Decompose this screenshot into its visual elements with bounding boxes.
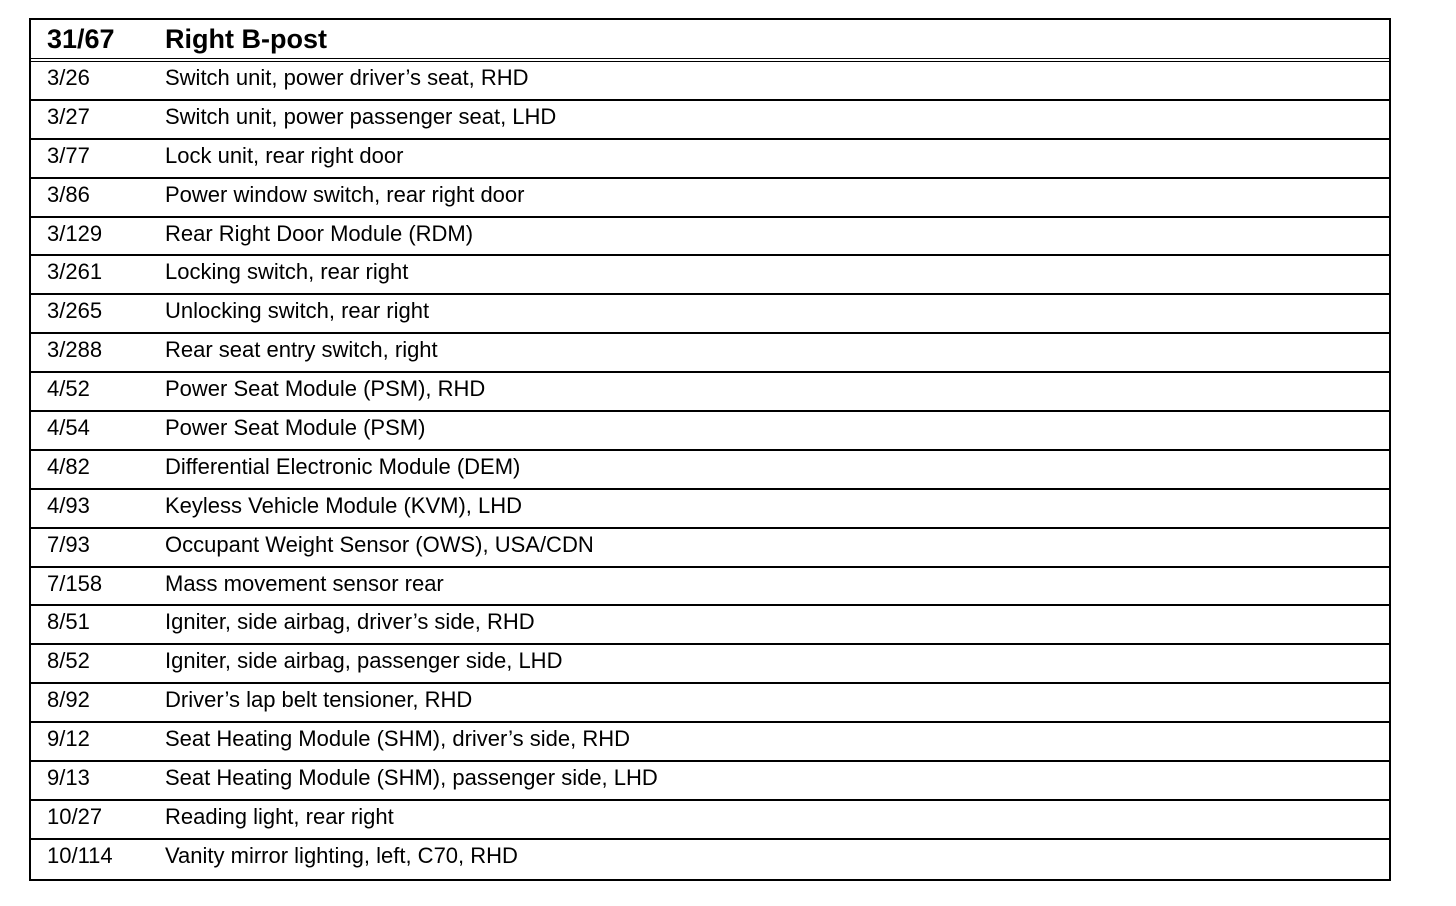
component-description: Igniter, side airbag, passenger side, LHD (165, 648, 563, 674)
component-description: Driver’s lap belt tensioner, RHD (165, 687, 473, 713)
component-description: Reading light, rear right (165, 803, 394, 829)
table-row (31, 645, 1389, 684)
component-description: Occupant Weight Sensor (OWS), USA/CDN (165, 531, 594, 557)
component-code: 10/114 (47, 842, 113, 868)
component-code: 4/93 (47, 492, 90, 518)
component-code: 7/158 (47, 570, 103, 596)
component-code: 4/82 (47, 453, 90, 479)
component-code: 4/52 (47, 376, 90, 402)
table-row (31, 606, 1389, 645)
component-description: Rear Right Door Module (RDM) (165, 220, 474, 246)
component-description: Differential Electronic Module (DEM) (165, 453, 521, 479)
component-description: Unlocking switch, rear right (165, 298, 430, 324)
component-code: 3/27 (47, 103, 90, 129)
component-code: 9/13 (47, 765, 90, 791)
table-row (31, 101, 1389, 140)
table-row (31, 840, 1389, 879)
table-row (31, 334, 1389, 373)
component-description: Switch unit, power driver’s seat, RHD (165, 65, 529, 90)
component-code: 8/52 (47, 648, 90, 674)
component-table (29, 18, 1391, 881)
component-description: Seat Heating Module (SHM), passenger side, LHD (165, 765, 658, 791)
component-code: 8/51 (47, 609, 90, 635)
component-code: 3/288 (47, 337, 103, 363)
table-row (31, 373, 1389, 412)
component-description: Locking switch, rear right (165, 259, 409, 285)
table-row (31, 568, 1389, 607)
table-row (31, 529, 1389, 568)
table-row (31, 218, 1389, 257)
table-row (31, 762, 1389, 801)
table-row (31, 723, 1389, 762)
component-code: 7/93 (47, 531, 90, 557)
component-description: Power Seat Module (PSM), RHD (165, 376, 486, 402)
table-row (31, 295, 1389, 334)
table-body (31, 62, 1389, 879)
component-description: Rear seat entry switch, right (165, 337, 438, 363)
table-row (31, 451, 1389, 490)
component-code: 9/12 (47, 726, 90, 752)
table-header (31, 20, 1389, 62)
component-code: 4/54 (47, 415, 90, 441)
header-code: 31/67 (47, 24, 115, 54)
component-code: 3/26 (47, 65, 90, 90)
component-description: Vanity mirror lighting, left, C70, RHD (165, 842, 518, 868)
table-row (31, 412, 1389, 451)
component-description: Mass movement sensor rear (165, 570, 444, 596)
table-row (31, 801, 1389, 840)
table-row (31, 490, 1389, 529)
component-description: Switch unit, power passenger seat, LHD (165, 103, 557, 129)
component-code: 3/261 (47, 259, 103, 285)
table-row (31, 62, 1389, 101)
component-description: Lock unit, rear right door (165, 142, 404, 168)
component-description: Igniter, side airbag, driver’s side, RHD (165, 609, 535, 635)
component-code: 3/265 (47, 298, 103, 324)
table-row (31, 684, 1389, 723)
table-row (31, 179, 1389, 218)
component-description: Seat Heating Module (SHM), driver’s side, RHD (165, 726, 631, 752)
table-row (31, 256, 1389, 295)
table-row (31, 140, 1389, 179)
component-description: Power window switch, rear right door (165, 181, 525, 207)
component-code: 3/129 (47, 220, 103, 246)
component-code: 8/92 (47, 687, 90, 713)
header-title: Right B-post (165, 24, 327, 54)
component-code: 3/77 (47, 142, 90, 168)
component-description: Keyless Vehicle Module (KVM), LHD (165, 492, 523, 518)
component-code: 3/86 (47, 181, 90, 207)
component-description: Power Seat Module (PSM) (165, 415, 426, 441)
component-code: 10/27 (47, 803, 103, 829)
